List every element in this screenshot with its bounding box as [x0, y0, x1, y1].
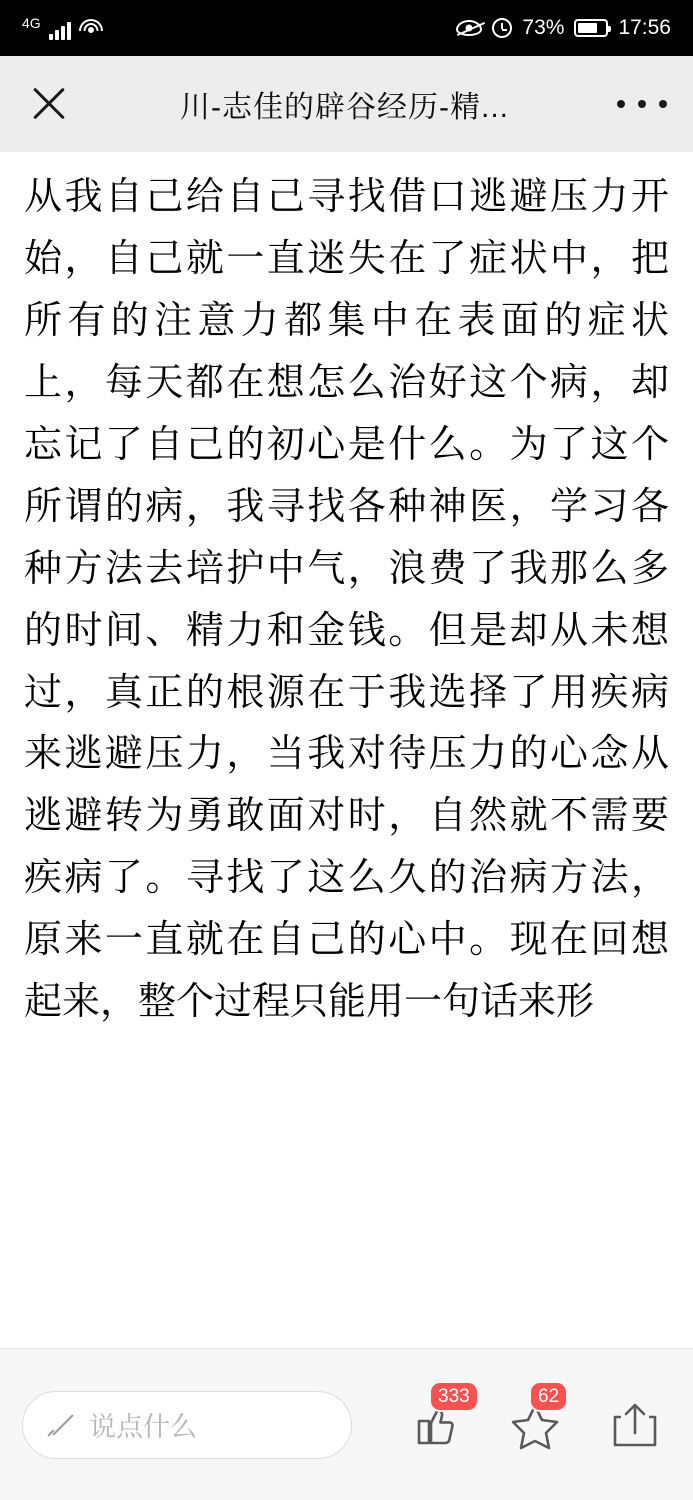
- status-bar: [0, 0, 693, 56]
- signal-bars-icon: [49, 20, 71, 40]
- like-count-badge: 333: [429, 1381, 479, 1412]
- like-button[interactable]: [407, 1385, 470, 1453]
- comment-input[interactable]: [22, 1391, 352, 1459]
- bottom-action-bar: [0, 1348, 693, 1500]
- battery-icon: [574, 19, 608, 37]
- article-body: 从我自己给自己寻找借口逃避压力开始，自己就一直迷失在了症状中，把所有的注意力都集中在表面的症状上，每天都在想怎么治好这个病，却忘记了自己的初心是什么。为了这个所谓的病，我寻找各种神医，学习各种方法去培护中气，浪费了我那么多的时间、精力和金钱。但是却从未想过，真正的根源在于我选择了用疾病来逃避压力，当我对待压力的心念从逃避转为勇敢面对时，自然就不需要疾病了。寻找了这么久的治病方法，原来一直就在自己的心中。现在回想起来，整个过程只能用一句话来形: [24, 174, 669, 1024]
- share-icon: [607, 1397, 663, 1453]
- favorite-count-badge: 62: [529, 1381, 568, 1412]
- close-icon[interactable]: [26, 81, 72, 127]
- share-button[interactable]: [607, 1397, 663, 1453]
- bottom-bar-actions: [407, 1385, 671, 1453]
- battery-percent-label: 73%: [522, 16, 565, 39]
- wifi-icon: [79, 19, 103, 39]
- article-scroll-area[interactable]: [0, 152, 693, 1348]
- favorite-button[interactable]: [507, 1385, 563, 1453]
- pencil-icon: [45, 1410, 75, 1440]
- status-bar-right: [456, 16, 671, 40]
- title-bar: [0, 56, 693, 152]
- comment-placeholder: 说点什么: [89, 1412, 197, 1443]
- eye-comfort-icon: [456, 20, 482, 36]
- clock-label: 17:56: [618, 16, 671, 39]
- page-title: 川-志佳的辟谷经历-精...: [180, 91, 509, 124]
- network-type-label: 4G: [22, 15, 41, 31]
- alarm-clock-icon: [492, 18, 512, 38]
- status-bar-left: [22, 16, 103, 40]
- more-options-icon[interactable]: [617, 100, 667, 108]
